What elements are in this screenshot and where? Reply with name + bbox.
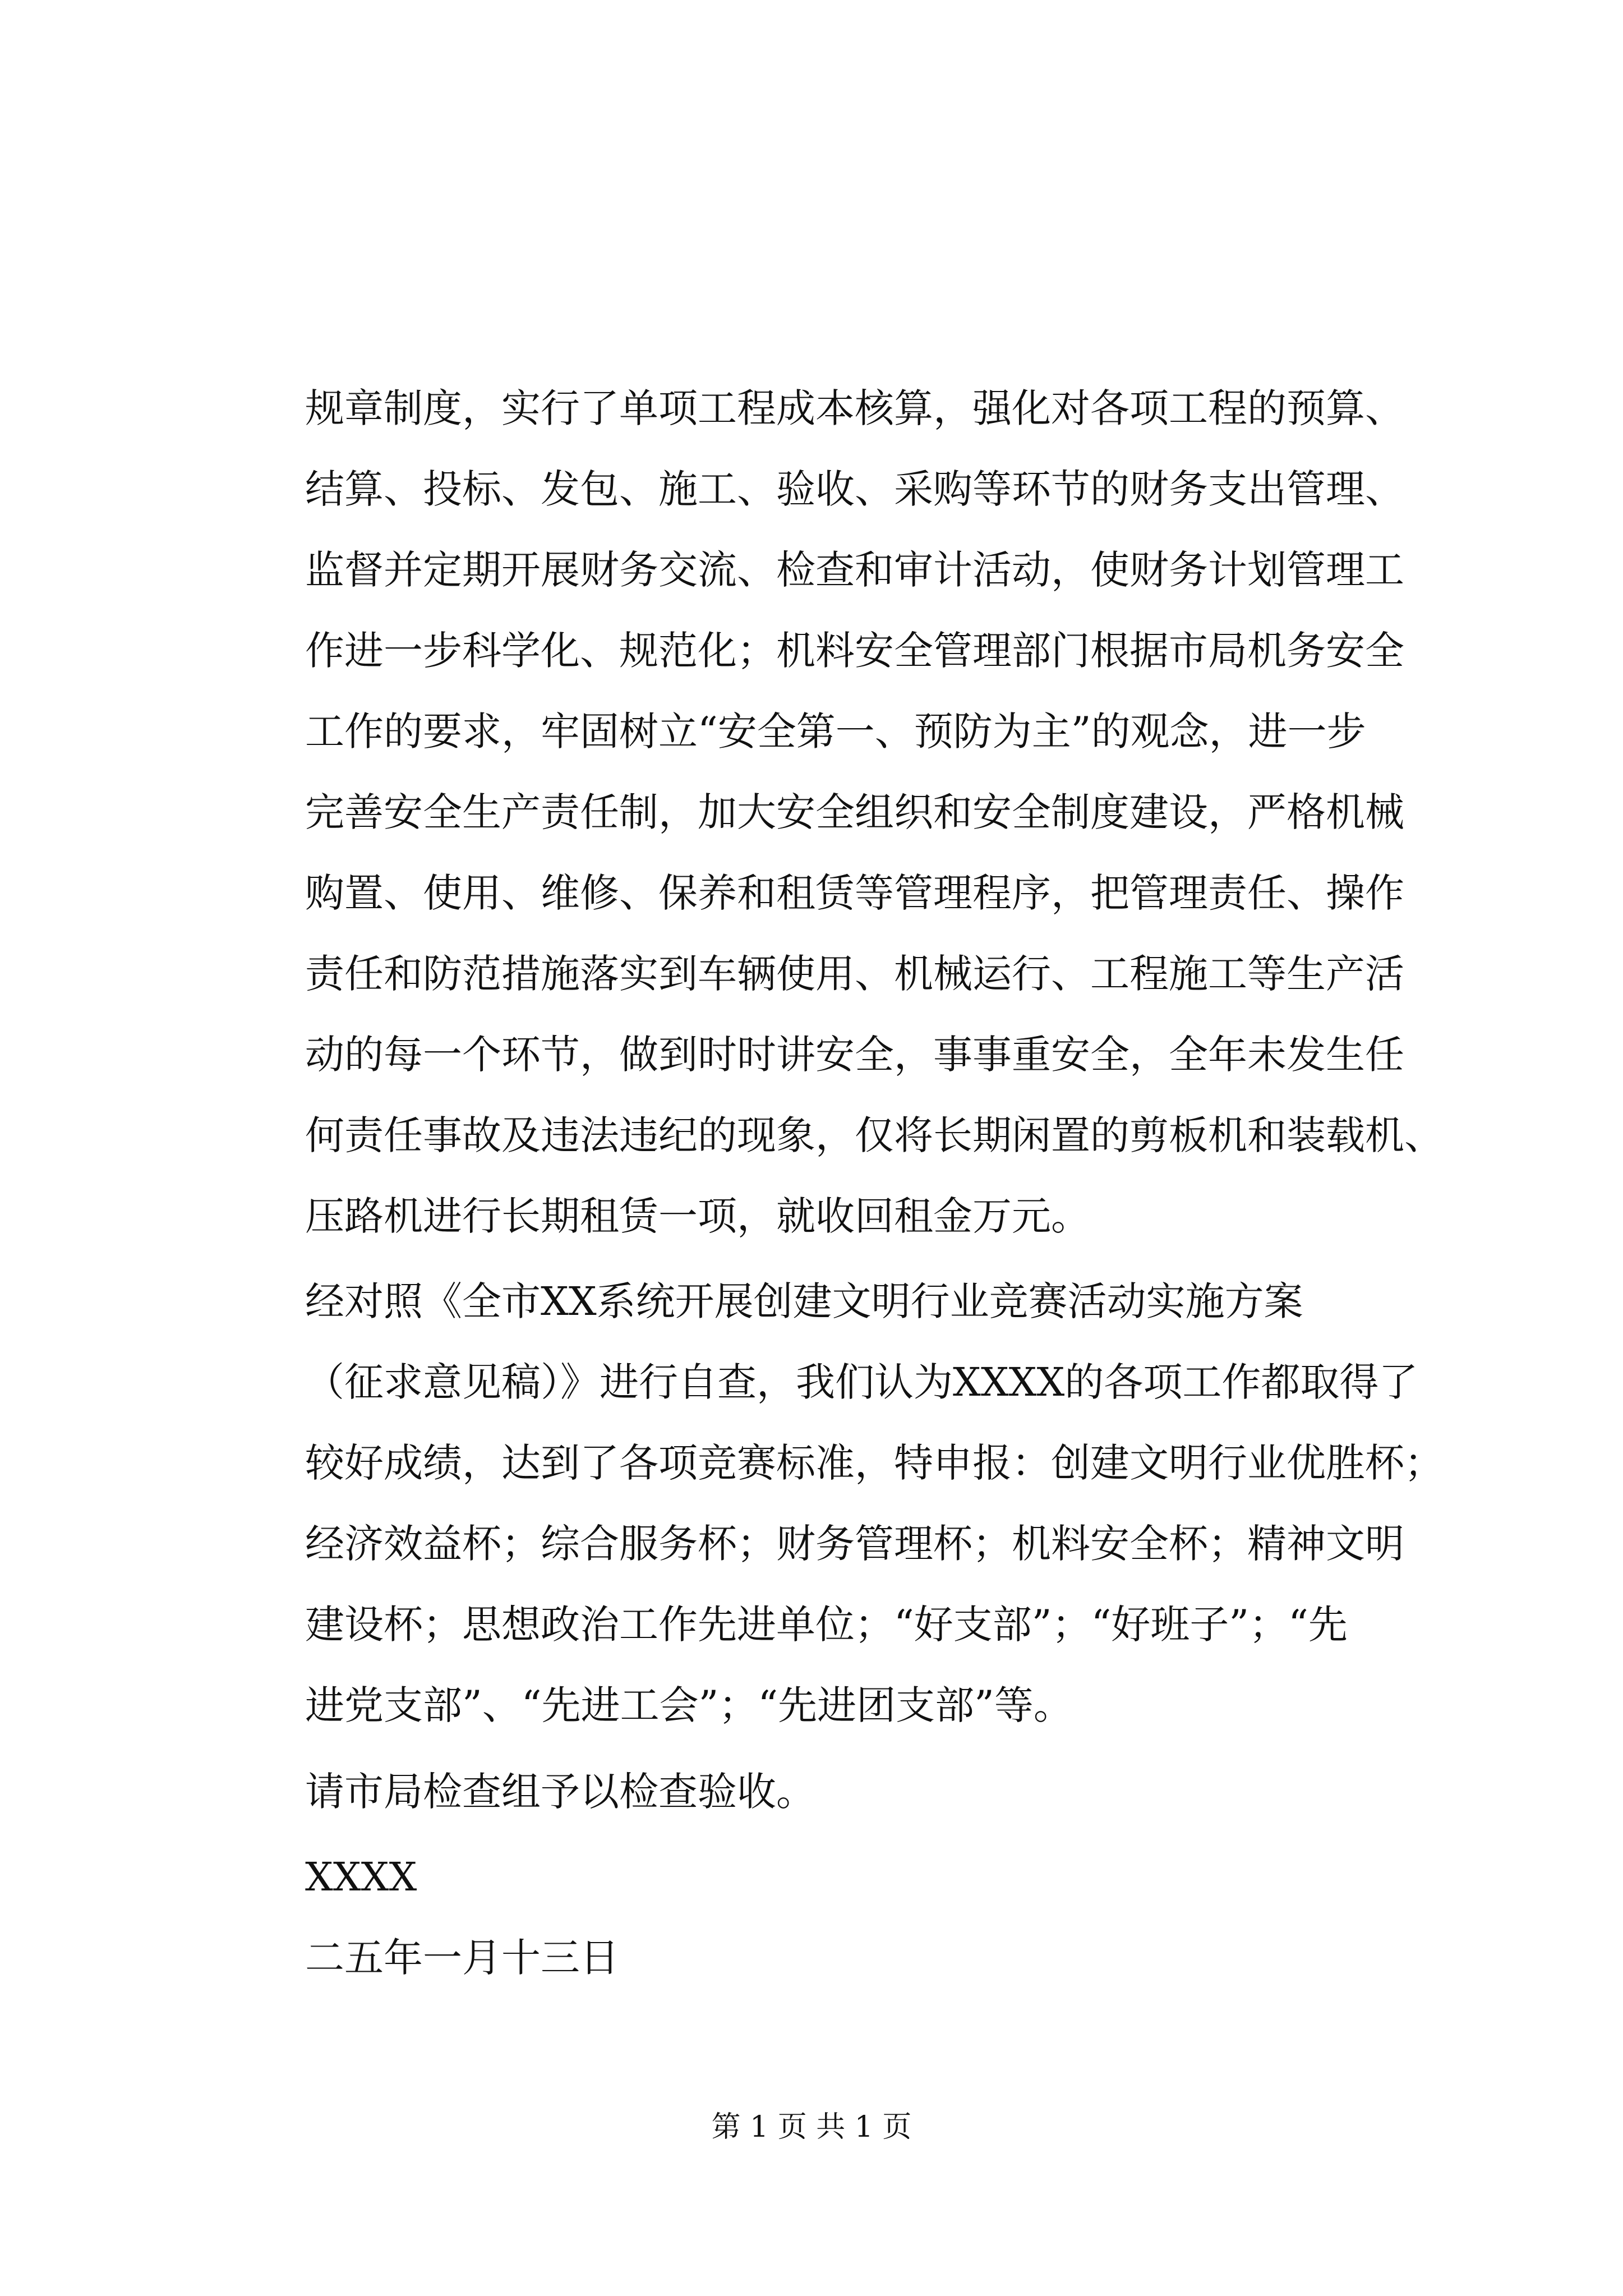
signature-text: XXXX	[305, 1854, 417, 1900]
body-line-9	[0, 937, 1623, 1078]
body-line-11	[0, 1098, 1623, 1239]
body-text: 监督并定期开展财务交流、检查和审计活动，使财务计划管理工	[305, 547, 1404, 593]
body-line-12	[0, 1184, 1623, 1324]
body-text: 购置、使用、维修、保养和租赁等管理程序，把管理责任、操作	[305, 870, 1404, 916]
body-text: 经对照《全市XX系统开展创建文明行业竞赛活动实施方案	[305, 1278, 1303, 1324]
body-text: 经济效益杯；综合服务杯；财务管理杯；机料安全杯；精神文明	[305, 1521, 1404, 1567]
body-line-5	[0, 614, 1623, 754]
body-text: 请市局检查组予以检查验收。	[305, 1769, 815, 1815]
body-line-14	[0, 1345, 1623, 1486]
date-text: 二五年一月十三日	[305, 1935, 619, 1981]
body-line-16	[0, 1507, 1623, 1648]
body-text: 工作的要求，牢固树立“安全第一、预防为主”的观念，进一步	[305, 708, 1366, 754]
page-footer	[0, 2105, 1623, 2150]
body-text: 建设杯；思想政治工作先进单位；“好支部”；“好班子”；“先	[305, 1602, 1348, 1648]
body-line-6	[0, 694, 1623, 835]
body-text: 何责任事故及违法违纪的现象，仅将长期闲置的剪板机和装载机、	[305, 1112, 1444, 1158]
body-line-1	[0, 291, 1623, 431]
body-line-2	[0, 371, 1623, 512]
body-line-17	[0, 1588, 1623, 1728]
body-text: 作进一步科学化、规范化；机料安全管理部门根据市局机务安全	[305, 628, 1404, 674]
body-line-18	[0, 1674, 1623, 1815]
signature-line	[0, 1759, 1623, 1900]
body-text: 进党支部”、“先进工会”；“先进团支部”等。	[305, 1682, 1073, 1728]
body-text: 动的每一个环节，做到时时讲安全，事事重安全，全年未发生任	[305, 1032, 1404, 1078]
body-text: 规章制度，实行了单项工程成本核算，强化对各项工程的预算、	[305, 385, 1404, 431]
body-line-15	[0, 1426, 1623, 1567]
body-text: （征求意见稿）》进行自查，我们认为XXXX的各项工作都取得了	[305, 1359, 1418, 1405]
body-line-3	[0, 452, 1623, 593]
body-line-8	[0, 856, 1623, 997]
page-number: 第 1 页 共 1 页	[711, 2110, 912, 2144]
body-line-13	[0, 1264, 1623, 1405]
body-text: 责任和防范措施落实到车辆使用、机械运行、工程施工等生产活	[305, 951, 1404, 997]
body-text: 结算、投标、发包、施工、验收、采购等环节的财务支出管理、	[305, 466, 1404, 512]
body-line-10	[0, 1018, 1623, 1158]
body-text: 较好成绩，达到了各项竞赛标准，特申报：创建文明行业优胜杯；	[305, 1440, 1444, 1486]
body-text: 压路机进行长期租赁一项，就收回租金万元。	[305, 1193, 1090, 1239]
body-line-4	[0, 533, 1623, 674]
body-line-7	[0, 775, 1623, 916]
body-text: 完善安全生产责任制，加大安全组织和安全制度建设，严格机械	[305, 789, 1404, 835]
date-line	[0, 1840, 1623, 1981]
